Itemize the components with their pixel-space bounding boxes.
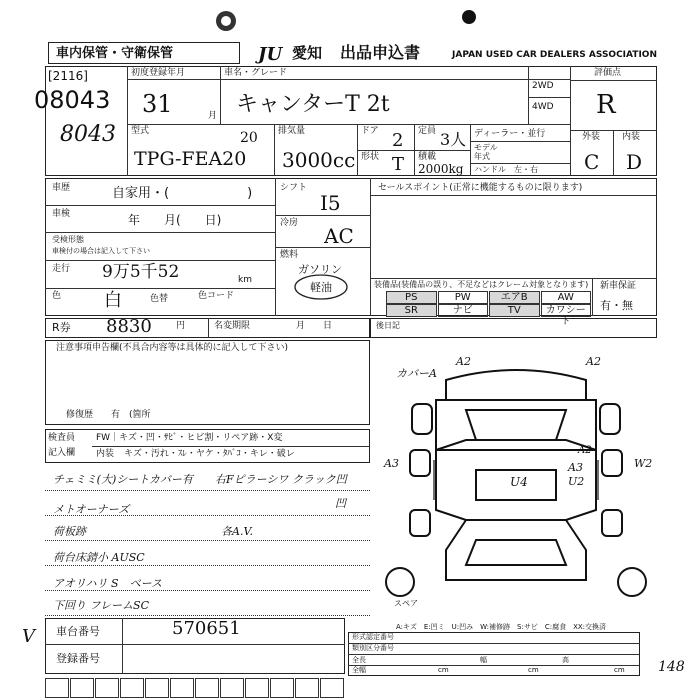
inspection-value: 年 月( 日) <box>128 213 222 227</box>
doors-value: 2 <box>392 130 404 151</box>
chassis-value: 570651 <box>172 618 241 639</box>
diagram-label-a2-top: A2 <box>456 355 471 368</box>
form-row-rule <box>348 665 640 666</box>
footer-mark: V <box>22 626 35 647</box>
bottom-checkbox-strip <box>45 678 345 700</box>
recycle-value: 8830 <box>106 316 152 337</box>
interior-field-label: 内装 <box>96 449 115 459</box>
model-type-value: TPG-FEA20 <box>134 148 247 170</box>
diagram-label-a3-right: A3 <box>568 461 583 474</box>
divider <box>127 66 128 176</box>
receipt-sub: 車検付の場合は記入して下さい <box>52 247 150 255</box>
equipment-grid <box>386 291 592 327</box>
diagram-label-a2-mid: A2 <box>578 445 592 456</box>
inspector-label: 検査員 <box>48 433 76 443</box>
interior-items: キズ・汚れ・ｽﾚ・ヤケ・ﾀﾊﾞｺ・キレ・破レ <box>124 449 295 459</box>
model-year-sub: 年式 <box>474 152 490 161</box>
note-line: 荷台床錆小 AUSC <box>53 551 145 564</box>
lot-number: 08043 <box>34 86 111 114</box>
exterior-grade: C <box>584 150 600 174</box>
corner-dot-mark <box>462 10 476 24</box>
diagram-label-a2-right: A2 <box>586 355 601 368</box>
divider <box>127 79 570 80</box>
notes-field-label: 記入欄 <box>48 448 76 458</box>
divider <box>92 446 370 447</box>
equipment-item: TV <box>489 304 540 317</box>
color-code-label: 色コード <box>198 291 235 301</box>
name-change-label: 名変期限 <box>214 321 251 331</box>
equipment-item: エアB <box>489 291 540 304</box>
lot-circle-mark <box>208 6 244 36</box>
lot-handwritten-note: 8043 <box>60 122 116 147</box>
shape-value: T <box>392 154 405 175</box>
divider <box>570 80 657 81</box>
divider <box>370 195 657 196</box>
form-number-rows <box>348 632 640 676</box>
first-reg-label: 初度登録年月 <box>131 68 186 78</box>
diagram-legend: A:キズ E:凹ミ U:凹み W:補修跡 S:サビ C:腐食 XX:交換済 <box>396 623 607 631</box>
divider <box>370 278 657 279</box>
divider <box>45 288 275 289</box>
lot-code: [2116] <box>48 69 88 83</box>
divider <box>275 215 370 216</box>
page-number: 148 <box>658 659 685 675</box>
note-line: 下回り フレームSC <box>53 599 150 612</box>
checkbox-cell <box>95 678 119 698</box>
capacity-value: 3人 <box>440 130 467 149</box>
model-type-label: 型式 <box>131 126 150 136</box>
first-reg-year: 31 <box>142 90 173 118</box>
checkbox-cell <box>195 678 219 698</box>
divider <box>357 150 470 151</box>
displacement-value: 3000cc <box>282 148 356 172</box>
displacement-label: 排気量 <box>278 126 306 136</box>
checkbox-cell <box>170 678 194 698</box>
capacity-label: 定員 <box>418 126 437 136</box>
equipment-item: AW <box>541 291 592 304</box>
equipment-item: PW <box>438 291 489 304</box>
fuel-diesel: 軽油 <box>310 281 332 294</box>
note-line: メトオーナーズ <box>53 503 130 516</box>
mileage-label: 走行 <box>52 264 71 274</box>
divider <box>45 205 275 206</box>
divider <box>208 318 209 338</box>
shift-value: I5 <box>320 191 341 215</box>
checkbox-cell <box>45 678 69 698</box>
model-grade-value: キャンターT 2t <box>236 92 390 117</box>
divider <box>45 232 275 233</box>
form-row-label: 類別区分番号 <box>352 644 394 652</box>
repair-history-label: 修復歴 有 (箇所 <box>66 410 151 420</box>
grade-label: 評価点 <box>594 68 622 78</box>
diagram-label-cover: カバーA <box>396 367 437 380</box>
divider <box>370 178 371 316</box>
interior-grade: D <box>626 150 643 174</box>
model-year-label: モデル <box>474 143 498 152</box>
plate-label: 登録番号 <box>56 652 100 665</box>
manual-value: 有・無 <box>600 299 633 312</box>
form-row-label: 形式認定番号 <box>352 633 394 641</box>
fuel-label: 燃料 <box>280 250 299 260</box>
name-change-value: 月 日 <box>296 321 333 331</box>
association-name: JAPAN USED CAR DEALERS ASSOCIATION <box>452 50 657 60</box>
note-rule <box>45 540 370 541</box>
after-note-label: 後日記 <box>376 321 400 330</box>
note-rule <box>45 590 370 591</box>
form-row-label: 全長 <box>352 656 366 664</box>
divider <box>470 163 570 164</box>
load-value: 2000kg <box>418 162 464 176</box>
receipt-label: 受検形態 <box>52 235 84 244</box>
ju-logo: JU <box>258 44 283 65</box>
note-rule <box>45 615 370 616</box>
checkbox-cell <box>120 678 144 698</box>
divider <box>45 644 345 645</box>
drive-4wd: 4WD <box>532 102 554 112</box>
divider <box>470 124 471 176</box>
ac-label: 冷房 <box>280 218 299 228</box>
divider <box>220 66 221 124</box>
divider <box>470 141 570 142</box>
form-row-label: cm <box>528 666 539 674</box>
checkbox-cell <box>270 678 294 698</box>
color-label: 色 <box>52 291 62 301</box>
checkbox-cell <box>145 678 169 698</box>
divider <box>570 66 571 176</box>
checkbox-cell <box>295 678 319 698</box>
fuel-circle-mark <box>290 272 352 302</box>
ac-value: AC <box>324 224 354 248</box>
form-row-label: 幅 <box>480 656 487 664</box>
grade-score: R <box>596 90 616 120</box>
manual-label: 新車保証 <box>600 281 637 291</box>
note-lines <box>45 468 370 616</box>
recycle-unit: 円 <box>176 321 186 331</box>
sales-points-label: セールスポイント(正常に機能するものに限ります) <box>378 183 583 193</box>
divider <box>274 124 275 176</box>
exterior-label: 外装 <box>582 132 601 142</box>
equipment-item: カワシート <box>541 304 592 317</box>
form-row-label: cm <box>614 666 625 674</box>
mileage-unit: km <box>238 275 252 285</box>
divider <box>528 97 570 98</box>
checkbox-cell <box>220 678 244 698</box>
spare-label: スペア <box>394 599 418 608</box>
divider <box>122 618 123 674</box>
shape-label: 形状 <box>361 152 380 162</box>
note-rule <box>45 515 370 516</box>
mileage-value: 9万5千52 <box>102 262 180 282</box>
divider <box>528 66 529 124</box>
divider <box>45 260 275 261</box>
fw-items: FW｜キズ・凹・ｻﾋﾞ・ヒビ割・リペア跡・X変 <box>96 433 283 443</box>
month-unit: 月 <box>208 111 218 121</box>
color-value: 白 <box>104 290 122 311</box>
checkbox-cell <box>70 678 94 698</box>
shift-label: シフト <box>280 183 308 193</box>
usage-label: 車歴 <box>52 183 71 193</box>
form-title: 出品申込書 <box>340 43 421 62</box>
inspection-label: 車検 <box>52 209 71 219</box>
handle-label: ハンドル 左・右 <box>474 165 538 174</box>
equipment-item: PS <box>386 291 437 304</box>
diagram-label-u2: U2 <box>568 475 585 488</box>
drive-2wd: 2WD <box>532 81 554 91</box>
note-line: 荷板跡 <box>53 525 86 538</box>
diagram-label-a3-left: A3 <box>384 457 399 470</box>
divider <box>613 130 614 176</box>
form-row-rule <box>348 654 640 655</box>
form-row-label: cm <box>438 666 449 674</box>
ju-logo-text: 愛知 <box>292 44 323 62</box>
equipment-item: ナビ <box>438 304 489 317</box>
repaint-label: 色替 <box>150 294 169 304</box>
storage-label: 車内保管・守衛保管 <box>56 46 174 61</box>
note-rule <box>45 565 370 566</box>
form-row-label: 全幅 <box>352 666 366 674</box>
load-label: 積載 <box>418 152 437 162</box>
diagram-label-u4: U4 <box>510 475 528 489</box>
model-grade-label: 車名・グレード <box>224 68 288 78</box>
chassis-label: 車台番号 <box>56 625 100 638</box>
note-line: アオリハリ S ベース <box>53 577 163 590</box>
equipment-label: 装備品(装備品の誤り、不足などはクレーム対象となります) <box>374 280 589 289</box>
checkbox-cell <box>245 678 269 698</box>
diagram-label-w2: W2 <box>634 457 653 470</box>
note-line: チェミミ(大)シートカバー有 <box>53 473 193 486</box>
usage-value: 自家用・( ) <box>112 186 253 201</box>
interior-label: 内装 <box>622 132 641 142</box>
divider <box>275 247 370 248</box>
fuel-gas: ガソリン <box>298 263 342 276</box>
recycle-label: R券 <box>52 321 71 334</box>
doors-label: ドア <box>361 126 379 136</box>
notes-label: 注意事項申告欄(不具合内容等は具体的に記入して下さい) <box>56 343 289 353</box>
note-line: 各A.V. <box>221 525 253 538</box>
dealer-parallel-label: ディーラー・並行 <box>474 129 546 139</box>
note-rule <box>45 490 370 491</box>
equipment-item: SR <box>386 304 437 317</box>
divider <box>127 124 570 125</box>
divider <box>592 278 593 316</box>
form-row-rule <box>348 643 640 644</box>
model-type-over: 20 <box>240 130 258 146</box>
after-note-frame <box>370 318 657 338</box>
checkbox-cell <box>320 678 344 698</box>
note-line: 凹 <box>335 497 346 510</box>
note-line: 右Fピラーシワ クラック凹 <box>215 473 347 486</box>
form-row-label: 高 <box>562 656 569 664</box>
